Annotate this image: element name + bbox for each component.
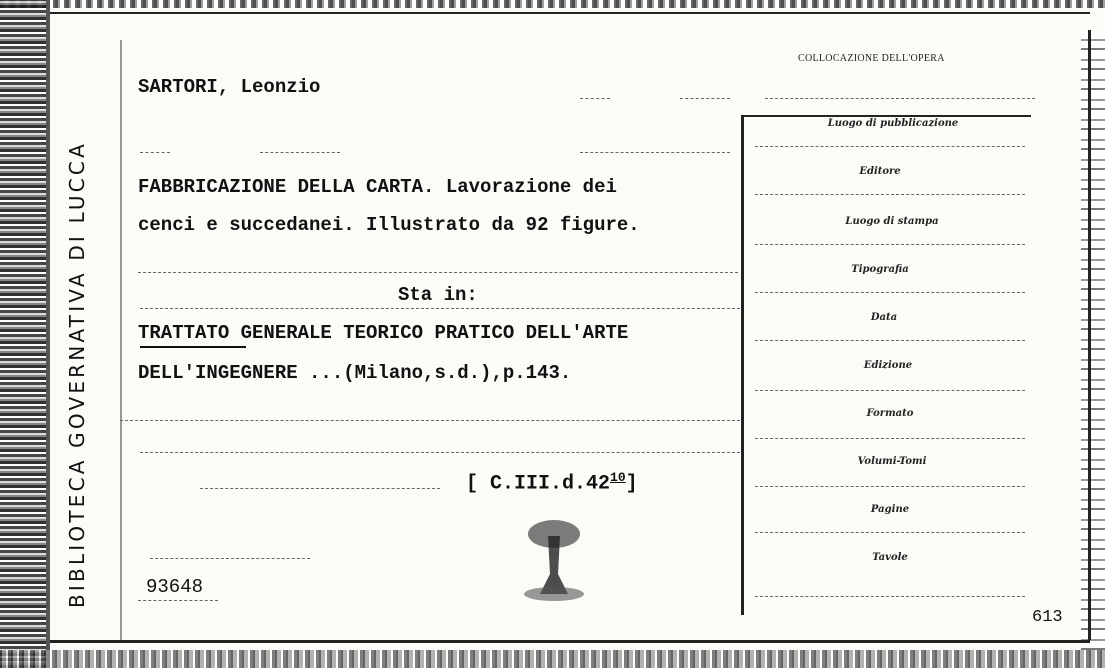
field-tavole: Tavole bbox=[872, 552, 908, 563]
scan-edge-top bbox=[0, 0, 1105, 8]
field-rule bbox=[755, 532, 1025, 533]
parent-work-line-2: DELL'INGEGNERE ...(Milano,s.d.),p.143. bbox=[138, 362, 572, 384]
field-rule bbox=[755, 146, 1025, 147]
scan-edge-left bbox=[0, 0, 46, 668]
dash-rule bbox=[138, 272, 738, 273]
dash-rule bbox=[140, 452, 740, 453]
collocation-box-left bbox=[741, 115, 744, 615]
dash-rule bbox=[580, 152, 730, 153]
title-line-2: cenci e succedanei. Illustrato da 92 figure. bbox=[138, 214, 640, 236]
field-editore: Editore bbox=[859, 166, 901, 177]
parent-work-first-word: TRATTATO bbox=[138, 322, 230, 344]
field-rule bbox=[755, 340, 1025, 341]
parent-work-line-1-rest: GENERALE TEORICO PRATICO DELL'ARTE bbox=[229, 322, 629, 344]
inventory-number: 93648 bbox=[146, 576, 204, 598]
dash-rule bbox=[138, 600, 218, 601]
dash-rule bbox=[200, 488, 440, 489]
scan-edge-left-line bbox=[46, 0, 50, 668]
shelfmark: [ $C.III.d.42^{10}$] bbox=[466, 470, 638, 496]
dash-rule bbox=[680, 98, 730, 99]
field-rule bbox=[755, 596, 1025, 597]
field-volumi-tomi: Volumi-Tomi bbox=[857, 456, 927, 467]
field-data: Data bbox=[870, 312, 898, 323]
margin-rule bbox=[120, 40, 122, 640]
title-line-1: FABBRICAZIONE DELLA CARTA. Lavorazione dei bbox=[138, 176, 617, 198]
field-rule bbox=[755, 486, 1025, 487]
card-top-border bbox=[50, 12, 1090, 14]
dash-rule bbox=[260, 152, 340, 153]
dash-rule bbox=[140, 152, 170, 153]
card-bottom-border bbox=[50, 640, 1090, 643]
field-tipografia: Tipografia bbox=[851, 264, 909, 275]
dash-rule bbox=[765, 98, 1035, 99]
shelfmark-main: C.III.d.42 bbox=[490, 472, 611, 496]
dash-rule bbox=[580, 98, 610, 99]
author-heading: SARTORI, Leonzio bbox=[138, 76, 321, 98]
dash-rule bbox=[140, 308, 740, 309]
scan-edge-right bbox=[1081, 30, 1105, 650]
corner-number: 613 bbox=[1032, 608, 1063, 627]
collocation-box-top bbox=[741, 115, 1031, 117]
underline bbox=[140, 346, 246, 348]
dash-rule bbox=[120, 420, 740, 421]
field-rule bbox=[755, 390, 1025, 391]
field-rule bbox=[755, 292, 1025, 293]
field-formato: Formato bbox=[866, 408, 914, 419]
field-rule bbox=[755, 244, 1025, 245]
parent-work-line-1 bbox=[138, 322, 628, 344]
card-right-border bbox=[1088, 30, 1091, 640]
in-label: Sta in: bbox=[398, 284, 478, 306]
field-pagine: Pagine bbox=[870, 504, 910, 515]
library-name: BIBLIOTECA GOVERNATIVA DI LUCCA bbox=[65, 141, 89, 608]
collocation-header: COLLOCAZIONE DELL'OPERA bbox=[798, 53, 945, 64]
field-luogo-stampa: Luogo di stampa bbox=[845, 216, 939, 227]
field-luogo-pubblicazione: Luogo di pubblicazione bbox=[827, 118, 959, 129]
library-stamp bbox=[518, 514, 590, 602]
dash-rule bbox=[150, 558, 310, 559]
scan-edge-bottom bbox=[0, 650, 1105, 668]
field-edizione: Edizione bbox=[863, 360, 913, 371]
field-rule bbox=[755, 194, 1025, 195]
field-rule bbox=[755, 438, 1025, 439]
shelfmark-superscript: 10 bbox=[610, 470, 626, 485]
